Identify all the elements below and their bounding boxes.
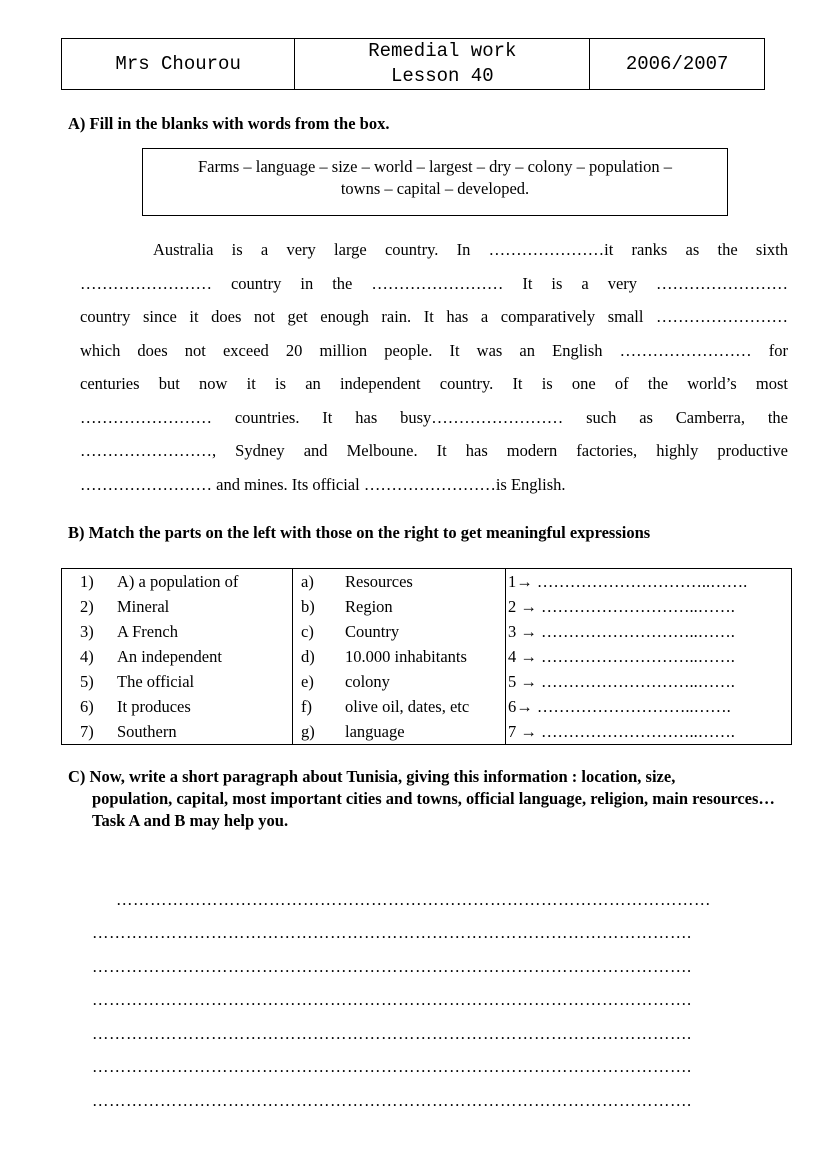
teacher-cell [62, 39, 295, 90]
passage-line: …………………… country in the …………………… It is a very …………………… [80, 273, 788, 293]
writing-line[interactable]: …………………………………………………………………………………………… [116, 890, 711, 909]
passage [80, 233, 788, 501]
left-item: 7) Southern [80, 722, 177, 741]
header-table [61, 38, 765, 90]
left-item: 6) It produces [80, 697, 191, 716]
passage-line: Australia is a very large country. In …………………it ranks as the sixth [80, 240, 788, 259]
answer-blank[interactable]: 6→ ………………………..……. [508, 697, 731, 716]
matching-table [61, 568, 792, 745]
answer-blank[interactable]: 2 → ………………………..……. [508, 597, 735, 616]
right-item: g) language [301, 722, 405, 741]
left-item: 4) An independent [80, 647, 222, 666]
right-item: d) 10.000 inhabitants [301, 647, 467, 666]
year-cell [590, 39, 765, 90]
right-item: a) Resources [301, 572, 413, 591]
section-b-title: B) Match the parts on the left with those on the right to get meaningful expressions [68, 523, 651, 542]
title-cell [295, 39, 590, 90]
writing-line[interactable]: ……………………………………………………………………………………………. [92, 1024, 692, 1043]
writing-line[interactable]: ……………………………………………………………………………………………. [92, 957, 692, 976]
answer-blank[interactable]: 4 → ………………………..……. [508, 647, 735, 666]
teacher-name: Mrs Chourou [115, 52, 241, 75]
passage-line: …………………… countries. It has busy…………………… such as Camberra, the [80, 407, 788, 427]
section-c-body: population, capital, most important cities and towns, official language, religion, main resources… [92, 789, 775, 808]
writing-line[interactable]: ……………………………………………………………………………………………. [92, 923, 692, 942]
school-year: 2006/2007 [625, 52, 729, 75]
passage-line: country since it does not get enough rain. It has a comparatively small …………………… [80, 307, 788, 326]
passage-line: ……………………, Sydney and Melboune. It has modern factories, highly productive [80, 441, 788, 460]
writing-line[interactable]: ……………………………………………………………………………………………. [92, 1057, 692, 1076]
section-c [68, 766, 788, 832]
right-item: c) Country [301, 622, 400, 641]
title-line-2: Lesson 40 [390, 65, 494, 87]
answer-blank[interactable]: 3 → ………………………..……. [508, 622, 735, 641]
passage-line: …………………… and mines. Its official ……………………is English. [80, 474, 566, 494]
answer-column [506, 569, 792, 745]
right-item: f) olive oil, dates, etc [301, 697, 470, 716]
left-item: 2) Mineral [80, 597, 170, 616]
right-column [293, 569, 506, 745]
passage-line: which does not exceed 20 million people. It was an English …………………… for [80, 340, 788, 360]
answer-blank[interactable]: 7 → ………………………..……. [508, 722, 735, 741]
section-c-title: C) Now, write a short paragraph about Tunisia, giving this information : location, size, [68, 767, 676, 786]
left-column [62, 569, 293, 745]
right-item: b) Region [301, 597, 393, 616]
title-line-1: Remedial work [368, 40, 517, 62]
word-box-line-1: Farms – language – size – world – largest – dry – colony – population – [198, 157, 672, 176]
section-a-title: A) Fill in the blanks with words from the box. [68, 114, 390, 133]
word-box [142, 148, 728, 216]
passage-line: centuries but now it is an independent country. It is one of the world’s most [80, 374, 788, 393]
answer-blank[interactable]: 1→ …………………………..……. [508, 572, 748, 591]
left-item: 3) A French [80, 622, 178, 641]
left-item: 1) A) a population of [80, 572, 239, 591]
section-c-help: Task A and B may help you. [92, 811, 289, 830]
writing-line[interactable]: ……………………………………………………………………………………………. [92, 1091, 692, 1110]
word-box-line-2: towns – capital – developed. [340, 179, 530, 198]
right-item: e) colony [301, 672, 390, 691]
writing-line[interactable]: ……………………………………………………………………………………………. [92, 990, 692, 1009]
left-item: 5) The official [80, 672, 195, 691]
answer-blank[interactable]: 5 → ………………………..……. [508, 672, 735, 691]
